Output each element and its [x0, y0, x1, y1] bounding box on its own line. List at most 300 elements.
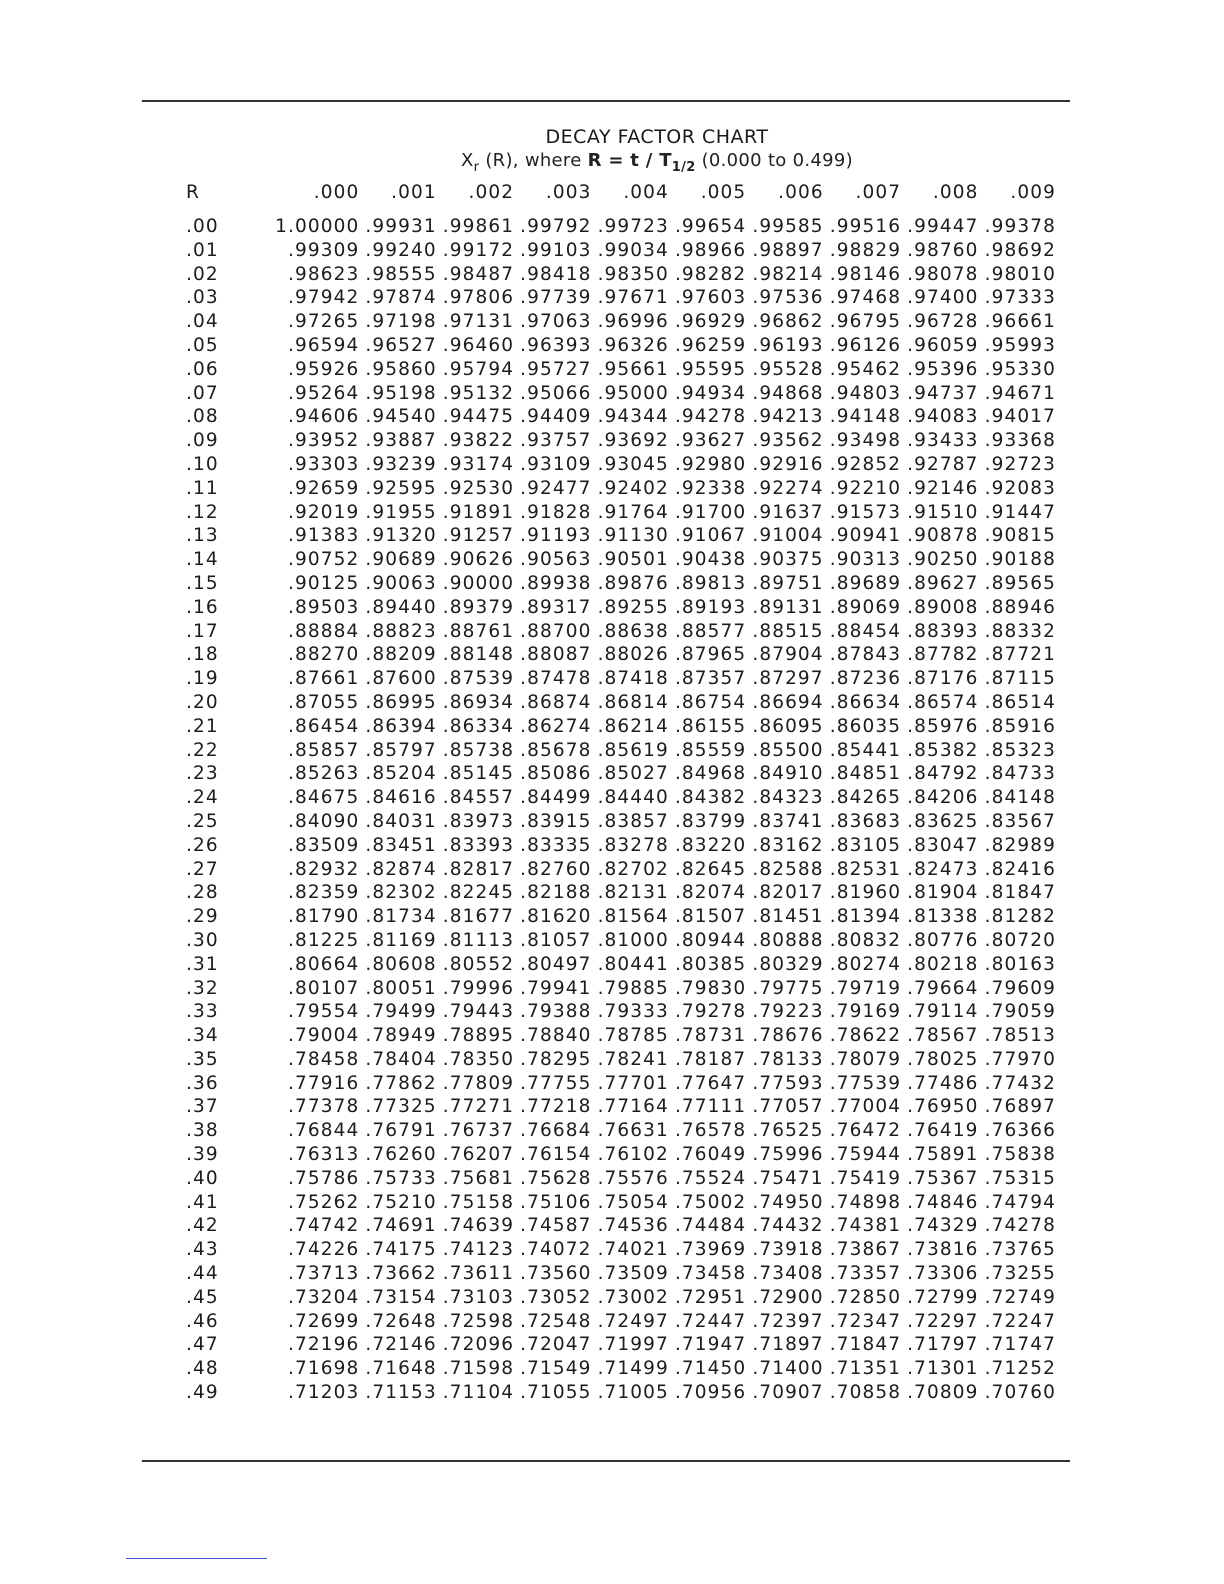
table-cell: .84616	[365, 787, 437, 809]
table-cell: .85145	[442, 763, 515, 785]
table-cell: .91510	[907, 501, 979, 523]
row-label: .29	[186, 906, 219, 928]
table-cell: .93109	[520, 453, 592, 475]
table-cell: .96594	[288, 334, 360, 356]
row-label: .26	[186, 834, 219, 856]
row-label: .27	[186, 858, 219, 880]
table-cell: .87297	[752, 668, 824, 690]
table-cell: .78676	[752, 1025, 824, 1047]
table-cell: .71549	[520, 1358, 592, 1380]
table-cell: .98487	[442, 263, 515, 285]
table-cell: .91320	[365, 525, 437, 547]
table-cell: .73052	[520, 1286, 592, 1308]
table-cell: .82131	[597, 882, 669, 904]
row-label: .44	[186, 1263, 219, 1285]
table-row	[186, 310, 1056, 334]
table-cell: .77701	[597, 1072, 669, 1094]
table-cell: .92210	[829, 477, 902, 499]
table-cell: .91004	[752, 525, 824, 547]
table-cell: .90878	[907, 525, 979, 547]
table-cell: .80218	[907, 953, 979, 975]
table-cell: .83625	[907, 810, 979, 832]
table-cell: .92477	[520, 477, 592, 499]
table-cell: .89440	[365, 596, 437, 618]
table-cell: .73408	[752, 1263, 824, 1285]
table-cell: .72096	[442, 1334, 515, 1356]
table-cell: .89379	[442, 596, 515, 618]
table-cell: .81169	[365, 929, 437, 951]
table-cell: .77755	[520, 1072, 592, 1094]
table-cell: .75106	[520, 1191, 592, 1213]
table-cell: .95661	[597, 358, 669, 380]
table-row	[186, 1286, 1056, 1310]
table-cell: .75315	[984, 1167, 1056, 1189]
table-cell: .74329	[907, 1215, 979, 1237]
table-row	[186, 620, 1056, 644]
table-row	[186, 1095, 1056, 1119]
table-cell: .88700	[520, 620, 592, 642]
table-cell: .82416	[984, 858, 1056, 880]
table-row	[186, 596, 1056, 620]
table-cell: .96929	[674, 311, 747, 333]
table-cell: .76154	[520, 1144, 592, 1166]
table-cell: .93692	[597, 430, 669, 452]
table-cell: .80776	[907, 929, 979, 951]
table-cell: .86754	[674, 691, 747, 713]
table-cell: .80497	[520, 953, 592, 975]
table-cell: .91447	[984, 501, 1056, 523]
table-cell: .74484	[674, 1215, 747, 1237]
table-cell: .91955	[365, 501, 437, 523]
table-cell: .88761	[442, 620, 515, 642]
table-cell: .79169	[829, 1001, 902, 1023]
table-row	[186, 881, 1056, 905]
chart-subtitle	[0, 150, 1224, 175]
table-cell: .71203	[288, 1382, 360, 1404]
table-cell: .80163	[984, 953, 1056, 975]
table-cell: .88332	[984, 620, 1056, 642]
table-cell: .75471	[752, 1167, 824, 1189]
table-cell: .73204	[288, 1286, 360, 1308]
table-cell: .77271	[442, 1096, 515, 1118]
table-cell: .82017	[752, 882, 824, 904]
table-cell: .71797	[907, 1334, 979, 1356]
table-cell: .87904	[752, 644, 824, 666]
table-cell: .97806	[442, 287, 515, 309]
table-cell: .97131	[442, 311, 515, 333]
table-cell: .82588	[752, 858, 824, 880]
row-label: .34	[186, 1025, 219, 1047]
table-cell: .91573	[829, 501, 902, 523]
table-cell: .71153	[365, 1382, 437, 1404]
table-cell: .82074	[674, 882, 747, 904]
table-cell: .88638	[597, 620, 669, 642]
table-cell: .85797	[365, 739, 437, 761]
table-cell: .71847	[829, 1334, 902, 1356]
table-cell: .94083	[907, 406, 979, 428]
row-label: .12	[186, 501, 219, 523]
table-cell: .82989	[984, 834, 1056, 856]
table-cell: .87478	[520, 668, 592, 690]
table-cell: .80888	[752, 929, 824, 951]
table-cell: .97333	[984, 287, 1056, 309]
table-cell: .87661	[288, 668, 360, 690]
row-label: .41	[186, 1191, 219, 1213]
table-cell: .78895	[442, 1025, 515, 1047]
table-cell: .93887	[365, 430, 437, 452]
table-cell: .81394	[829, 906, 902, 928]
table-cell: .77057	[752, 1096, 824, 1118]
row-label: .36	[186, 1072, 219, 1094]
table-row	[186, 382, 1056, 406]
table-cell: .74742	[288, 1215, 360, 1237]
table-row	[186, 739, 1056, 763]
table-cell: .83741	[752, 810, 824, 832]
table-cell: .93045	[597, 453, 669, 475]
table-cell: .78133	[752, 1048, 824, 1070]
table-cell: .75419	[829, 1167, 902, 1189]
table-cell: .77111	[674, 1096, 747, 1118]
table-cell: .93562	[752, 430, 824, 452]
table-cell: .77593	[752, 1072, 824, 1094]
table-cell: .88515	[752, 620, 824, 642]
table-cell: .94017	[984, 406, 1056, 428]
table-cell: .78949	[365, 1025, 437, 1047]
table-cell: .89503	[288, 596, 360, 618]
table-cell: .81057	[520, 929, 592, 951]
row-label: .39	[186, 1144, 219, 1166]
table-cell: .95528	[752, 358, 824, 380]
table-cell: .98350	[597, 263, 669, 285]
table-cell: .76049	[674, 1144, 747, 1166]
table-row	[186, 1381, 1056, 1405]
table-row	[186, 1143, 1056, 1167]
table-cell: .76472	[829, 1120, 902, 1142]
row-label: .31	[186, 953, 219, 975]
table-cell: .90941	[829, 525, 902, 547]
table-cell: .72598	[442, 1310, 515, 1332]
table-cell: .90063	[365, 572, 437, 594]
column-header: .005	[700, 182, 747, 203]
table-cell: .86574	[907, 691, 979, 713]
table-cell: .74950	[752, 1191, 824, 1213]
table-cell: .75158	[442, 1191, 515, 1213]
table-cell: .81620	[520, 906, 592, 928]
table-cell: .75628	[520, 1167, 592, 1189]
table-cell: .97400	[907, 287, 979, 309]
table-cell: .83799	[674, 810, 747, 832]
table-cell: .91637	[752, 501, 824, 523]
column-header: .009	[1010, 182, 1056, 203]
table-cell: .76684	[520, 1120, 592, 1142]
table-cell: .96193	[752, 334, 824, 356]
table-cell: .74175	[365, 1239, 437, 1261]
table-cell: .73918	[752, 1239, 824, 1261]
table-cell: .88454	[829, 620, 902, 642]
column-header: .001	[391, 182, 437, 203]
table-cell: .79333	[597, 1001, 669, 1023]
table-row	[186, 239, 1056, 263]
row-label: .18	[186, 644, 219, 666]
table-cell: .78840	[520, 1025, 592, 1047]
table-cell: .87236	[829, 668, 902, 690]
table-cell: .92019	[288, 501, 360, 523]
table-cell: .96795	[829, 311, 902, 333]
table-cell: .95727	[520, 358, 592, 380]
table-cell: .96527	[365, 334, 437, 356]
table-cell: .77970	[984, 1048, 1056, 1070]
table-cell: .80664	[288, 953, 360, 975]
table-row	[186, 358, 1056, 382]
table-cell: .82531	[829, 858, 902, 880]
table-cell: .79830	[674, 977, 747, 999]
table-cell: .98078	[907, 263, 979, 285]
table-cell: .96059	[907, 334, 979, 356]
row-label: .11	[186, 477, 219, 499]
table-cell: .75681	[442, 1167, 515, 1189]
row-label: .04	[186, 311, 219, 333]
table-cell: .94213	[752, 406, 824, 428]
table-cell: .97536	[752, 287, 824, 309]
table-cell: .86274	[520, 715, 592, 737]
table-cell: .72900	[752, 1286, 824, 1308]
table-cell: .94344	[597, 406, 669, 428]
table-cell: .93174	[442, 453, 515, 475]
table-cell: .73816	[907, 1239, 979, 1261]
table-cell: .82932	[288, 858, 360, 880]
table-cell: .95264	[288, 382, 360, 404]
row-label: .49	[186, 1382, 219, 1404]
table-cell: .72749	[984, 1286, 1056, 1308]
table-row	[186, 691, 1056, 715]
table-cell: .77378	[288, 1096, 360, 1118]
table-cell: .72247	[984, 1310, 1056, 1332]
table-cell: .99654	[674, 216, 747, 237]
table-cell: .92530	[442, 477, 515, 499]
table-cell: .74691	[365, 1215, 437, 1237]
table-cell: .84910	[752, 763, 824, 785]
table-cell: .90752	[288, 549, 360, 571]
table-cell: .74072	[520, 1239, 592, 1261]
table-cell: .71897	[752, 1334, 824, 1356]
table-cell: .73969	[674, 1239, 747, 1261]
table-cell: .99103	[520, 239, 592, 261]
table-cell: .82302	[365, 882, 437, 904]
row-header-r: R	[186, 182, 200, 203]
table-cell: .75054	[597, 1191, 669, 1213]
table-cell: .75733	[365, 1167, 437, 1189]
table-cell: .76207	[442, 1144, 515, 1166]
table-cell: .89069	[829, 596, 902, 618]
table-row	[186, 858, 1056, 882]
table-cell: .77647	[674, 1072, 747, 1094]
row-label: .32	[186, 977, 219, 999]
table-cell: .81507	[674, 906, 747, 928]
table-cell: .98010	[984, 263, 1056, 285]
table-cell: .96460	[442, 334, 515, 356]
table-cell: .96126	[829, 334, 902, 356]
table-cell: .81847	[984, 882, 1056, 904]
table-cell: .82760	[520, 858, 592, 880]
table-cell: .72047	[520, 1334, 592, 1356]
row-label: .40	[186, 1167, 219, 1189]
table-cell: .74639	[442, 1215, 515, 1237]
row-label: .48	[186, 1358, 219, 1380]
table-cell: .89813	[674, 572, 747, 594]
table-cell: .75210	[365, 1191, 437, 1213]
table-cell: .94278	[674, 406, 747, 428]
table-cell: .74587	[520, 1215, 592, 1237]
table-cell: .94934	[674, 382, 747, 404]
table-cell: .99585	[752, 216, 824, 237]
table-cell: .88946	[984, 596, 1056, 618]
table-cell: .73765	[984, 1239, 1056, 1261]
table-cell: .84148	[984, 787, 1056, 809]
table-cell: .86334	[442, 715, 515, 737]
table-cell: .85204	[365, 763, 437, 785]
table-cell: .91383	[288, 525, 360, 547]
table-cell: .94868	[752, 382, 824, 404]
table-cell: .85559	[674, 739, 747, 761]
table-cell: .93627	[674, 430, 747, 452]
top-rule	[142, 100, 1070, 102]
table-cell: .79885	[597, 977, 669, 999]
table-cell: .94803	[829, 382, 902, 404]
table-cell: .98829	[829, 239, 902, 261]
table-cell: .71055	[520, 1382, 592, 1404]
table-row	[186, 1357, 1056, 1381]
table-cell: .84792	[907, 763, 979, 785]
table-cell: .71104	[442, 1382, 515, 1404]
table-cell: .73662	[365, 1263, 437, 1285]
row-label: .16	[186, 596, 219, 618]
table-cell: .85441	[829, 739, 902, 761]
table-row	[186, 524, 1056, 548]
row-label: .05	[186, 334, 219, 356]
table-row	[186, 286, 1056, 310]
table-cell: .73560	[520, 1263, 592, 1285]
table-cell: .84090	[288, 810, 360, 832]
table-cell: .74123	[442, 1239, 515, 1261]
table-cell: .83915	[520, 810, 592, 832]
row-label: .10	[186, 453, 219, 475]
table-cell: .96326	[597, 334, 669, 356]
table-cell: .79996	[442, 977, 515, 999]
table-cell: .79775	[752, 977, 824, 999]
subtitle-range: (0.000 to 0.499)	[695, 150, 853, 171]
table-cell: .81000	[597, 929, 669, 951]
table-cell: .95926	[288, 358, 360, 380]
table-cell: .96728	[907, 311, 979, 333]
table-cell: .99723	[597, 216, 669, 237]
table-cell: .91828	[520, 501, 592, 523]
table-cell: .79443	[442, 1001, 515, 1023]
table-cell: .90000	[442, 572, 515, 594]
table-cell: .97739	[520, 287, 592, 309]
table-cell: .88148	[442, 644, 515, 666]
table-cell: .86874	[520, 691, 592, 713]
table-cell: .82702	[597, 858, 669, 880]
table-cell: .83335	[520, 834, 592, 856]
table-cell: .91193	[520, 525, 592, 547]
table-cell: .77539	[829, 1072, 902, 1094]
table-cell: .71747	[984, 1334, 1056, 1356]
table-cell: .78785	[597, 1025, 669, 1047]
table-cell: .98282	[674, 263, 747, 285]
table-cell: .90501	[597, 549, 669, 571]
table-cell: .95993	[984, 334, 1056, 356]
table-cell: .80552	[442, 953, 515, 975]
table-cell: .77916	[288, 1072, 360, 1094]
table-cell: .72648	[365, 1310, 437, 1332]
row-label: .45	[186, 1286, 219, 1308]
table-cell: .71252	[984, 1358, 1056, 1380]
row-label: .20	[186, 691, 219, 713]
table-cell: .80832	[829, 929, 902, 951]
table-cell: .89193	[674, 596, 747, 618]
row-label: .38	[186, 1120, 219, 1142]
table-cell: .93757	[520, 430, 592, 452]
table-cell: .72447	[674, 1310, 747, 1332]
table-cell: .99447	[907, 216, 979, 237]
table-row	[186, 667, 1056, 691]
table-cell: .93433	[907, 430, 979, 452]
table-cell: .80944	[674, 929, 747, 951]
table-cell: .85500	[752, 739, 824, 761]
table-cell: .80385	[674, 953, 747, 975]
table-row	[186, 405, 1056, 429]
table-cell: .87357	[674, 668, 747, 690]
table-cell: .71301	[907, 1358, 979, 1380]
table-cell: .89627	[907, 572, 979, 594]
row-label: .13	[186, 525, 219, 547]
table-cell: .76737	[442, 1120, 515, 1142]
table-row	[186, 786, 1056, 810]
table-cell: .90125	[288, 572, 360, 594]
table-cell: .71648	[365, 1358, 437, 1380]
table-cell: .71499	[597, 1358, 669, 1380]
table-cell: .84851	[829, 763, 902, 785]
row-label: .21	[186, 715, 219, 737]
table-cell: .84323	[752, 787, 824, 809]
table-cell: .72850	[829, 1286, 902, 1308]
table-cell: .84206	[907, 787, 979, 809]
table-cell: .86035	[829, 715, 902, 737]
column-header: .004	[623, 182, 669, 203]
table-cell: .99931	[365, 216, 437, 237]
column-header: .003	[545, 182, 592, 203]
table-cell: .79059	[984, 1001, 1056, 1023]
table-cell: .85323	[984, 739, 1056, 761]
table-cell: .90438	[674, 549, 747, 571]
table-cell: .92338	[674, 477, 747, 499]
table-cell: .78458	[288, 1048, 360, 1070]
row-label: .28	[186, 882, 219, 904]
table-cell: .95198	[365, 382, 437, 404]
table-cell: .76631	[597, 1120, 669, 1142]
table-cell: .75367	[907, 1167, 979, 1189]
table-cell: .96661	[984, 311, 1056, 333]
table-cell: .81225	[288, 929, 360, 951]
table-cell: .86394	[365, 715, 437, 737]
row-label: .43	[186, 1239, 219, 1261]
row-label: .17	[186, 620, 219, 642]
table-cell: .73867	[829, 1239, 902, 1261]
table-row	[186, 1024, 1056, 1048]
table-cell: .84733	[984, 763, 1056, 785]
table-cell: .94540	[365, 406, 437, 428]
table-cell: .95595	[674, 358, 747, 380]
